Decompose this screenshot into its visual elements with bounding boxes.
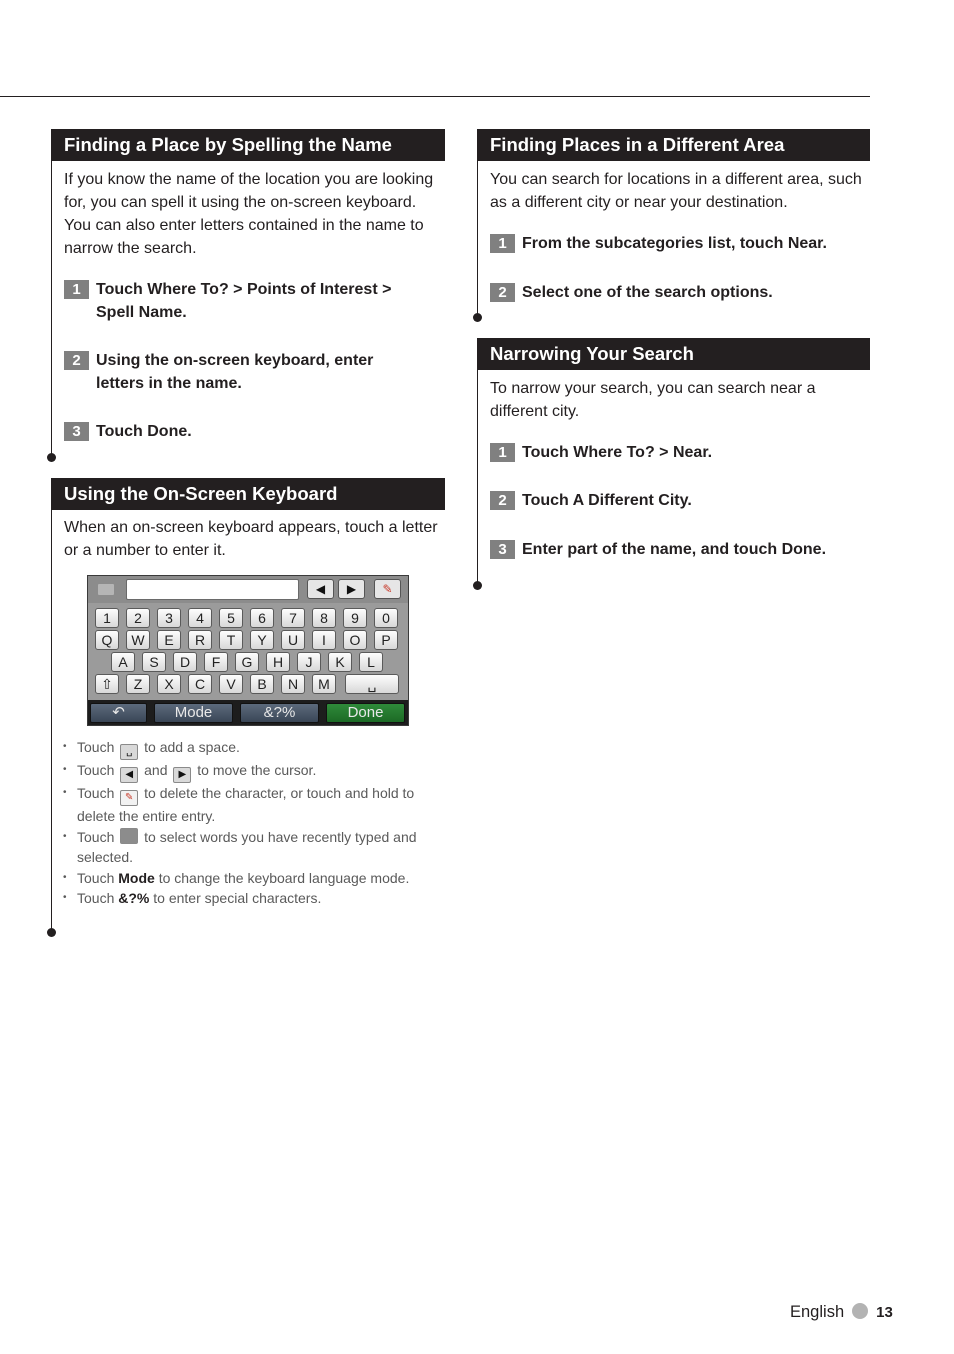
back-icon: ↶: [90, 703, 147, 723]
key-b: B: [250, 674, 274, 694]
section-end-dot: [473, 313, 482, 322]
section-spelling: [51, 129, 445, 459]
key-e: E: [157, 630, 181, 650]
tip-text: to select words you have recently typed and selected.: [77, 828, 417, 865]
erase-icon: ✎: [374, 579, 401, 599]
list-item: [63, 737, 443, 760]
key-o: O: [343, 630, 367, 650]
list-item: [63, 760, 443, 783]
step-item: [64, 279, 424, 324]
tip-text: to delete the character, or touch and hold to delete the entire entry.: [77, 785, 415, 824]
key-6: 6: [250, 608, 274, 628]
key-1: 1: [95, 608, 119, 628]
top-rule: [0, 96, 870, 97]
left-arrow-icon: ◀: [120, 767, 138, 783]
done-key: Done: [326, 703, 405, 723]
key-p: P: [374, 630, 398, 650]
section-rule: [51, 478, 52, 932]
key-q: Q: [95, 630, 119, 650]
key-k: K: [328, 652, 352, 672]
tip-text: to enter special characters.: [153, 890, 322, 906]
step-number: 1: [64, 280, 89, 299]
tip-text: to add a space.: [144, 739, 240, 755]
section-title: Using the On-Screen Keyboard: [51, 478, 445, 510]
step-number: 3: [64, 422, 89, 441]
tip-text: Touch: [77, 762, 115, 778]
left-arrow-icon: ◀: [307, 579, 334, 599]
section-title: Narrowing Your Search: [477, 338, 870, 370]
footer-dot-icon: [852, 1303, 868, 1319]
section-end-dot: [47, 928, 56, 937]
step-item: [490, 442, 865, 465]
step-item: [490, 539, 865, 562]
step-number: 1: [490, 443, 515, 462]
text-entry-field: [126, 579, 299, 600]
section-intro: If you know the name of the location you are looking for, you can spell it using the on-screen keyboard. You can also enter letters contained in the name to narrow the search.: [64, 171, 434, 257]
footer-language: English: [790, 1303, 845, 1321]
key-0: 0: [374, 608, 398, 628]
section-end-dot: [47, 453, 56, 462]
section-different-area: [477, 129, 870, 321]
tip-bold: Mode: [118, 869, 155, 886]
tip-text: Touch: [77, 890, 115, 906]
key-s: S: [142, 652, 166, 672]
key-y: Y: [250, 630, 274, 650]
step-text: Touch Where To? > Near.: [522, 444, 713, 461]
tip-text: Touch: [77, 785, 115, 801]
mode-key: Mode: [154, 703, 233, 723]
key-g: G: [235, 652, 259, 672]
key-2: 2: [126, 608, 150, 628]
key-r: R: [188, 630, 212, 650]
keyboard-bottom-bar: [88, 700, 408, 725]
key-w: W: [126, 630, 150, 650]
list-item: [63, 888, 443, 909]
erase-icon: ✎: [120, 790, 138, 806]
step-text: From the subcategories list, touch Near.: [522, 235, 827, 252]
step-number: 1: [490, 234, 515, 253]
special-chars-key: &?%: [240, 703, 319, 723]
page-number: 13: [876, 1304, 893, 1321]
key-a: A: [111, 652, 135, 672]
key-l: L: [359, 652, 383, 672]
step-item: [490, 490, 865, 513]
tip-bold: &?%: [118, 890, 150, 906]
key-3: 3: [157, 608, 181, 628]
key-d: D: [173, 652, 197, 672]
key-j: J: [297, 652, 321, 672]
key-z: Z: [126, 674, 150, 694]
step-number: 2: [490, 491, 515, 510]
step-text: Touch A Different City.: [522, 492, 692, 509]
step-item: [490, 282, 865, 305]
section-title: Finding a Place by Spelling the Name: [51, 129, 445, 161]
step-text: Touch Done.: [96, 423, 192, 440]
key-9: 9: [343, 608, 367, 628]
key-f: F: [204, 652, 228, 672]
keyboard-top-bar: [88, 576, 408, 603]
right-arrow-icon: ▶: [173, 767, 191, 783]
list-item: [63, 868, 443, 889]
step-number: 3: [490, 540, 515, 559]
section-rule: [51, 129, 52, 458]
section-narrowing: [477, 338, 870, 590]
section-intro: You can search for locations in a different area, such as a different city or near your destination.: [490, 171, 862, 211]
key-h: H: [266, 652, 290, 672]
space-icon: ␣: [120, 744, 138, 760]
key-v: V: [219, 674, 243, 694]
key-x: X: [157, 674, 181, 694]
tip-text: to change the keyboard language mode.: [158, 869, 410, 886]
space-icon: ␣: [345, 674, 399, 694]
step-number: 2: [64, 351, 89, 370]
key-c: C: [188, 674, 212, 694]
list-item: [63, 783, 443, 827]
tip-text: and: [144, 762, 168, 778]
section-title: Finding Places in a Different Area: [477, 129, 870, 161]
step-item: [490, 233, 865, 256]
tip-text: Touch: [77, 869, 115, 886]
step-text: Enter part of the name, and touch Done.: [522, 541, 827, 558]
section-intro: When an on-screen keyboard appears, touch a letter or a number to enter it.: [64, 519, 438, 559]
tip-text: Touch: [77, 828, 115, 845]
step-text: Touch Where To? > Points of Interest > Spell Name.: [96, 281, 392, 321]
key-4: 4: [188, 608, 212, 628]
section-end-dot: [473, 581, 482, 590]
key-m: M: [312, 674, 336, 694]
shift-icon: ⇧: [95, 674, 119, 694]
step-item: [64, 421, 424, 444]
key-i: I: [312, 630, 336, 650]
step-text: Using the on-screen keyboard, enter letters in the name.: [96, 352, 374, 392]
key-5: 5: [219, 608, 243, 628]
key-8: 8: [312, 608, 336, 628]
key-7: 7: [281, 608, 305, 628]
list-item: [63, 827, 443, 868]
tip-text: to move the cursor.: [197, 762, 317, 778]
section-intro: To narrow your search, you can search near a different city.: [490, 380, 816, 420]
keyboard-tips-list: [63, 737, 443, 909]
tip-text: Touch: [77, 739, 115, 755]
step-text: Select one of the search options.: [522, 284, 773, 301]
key-t: T: [219, 630, 243, 650]
right-arrow-icon: ▶: [338, 579, 365, 599]
keyboard-screenshot: [87, 575, 409, 726]
folder-icon: [98, 584, 114, 595]
step-item: [64, 350, 424, 395]
folder-icon: [120, 828, 138, 844]
step-number: 2: [490, 283, 515, 302]
section-rule: [477, 338, 478, 585]
key-n: N: [281, 674, 305, 694]
key-u: U: [281, 630, 305, 650]
page-footer: [790, 1301, 893, 1324]
